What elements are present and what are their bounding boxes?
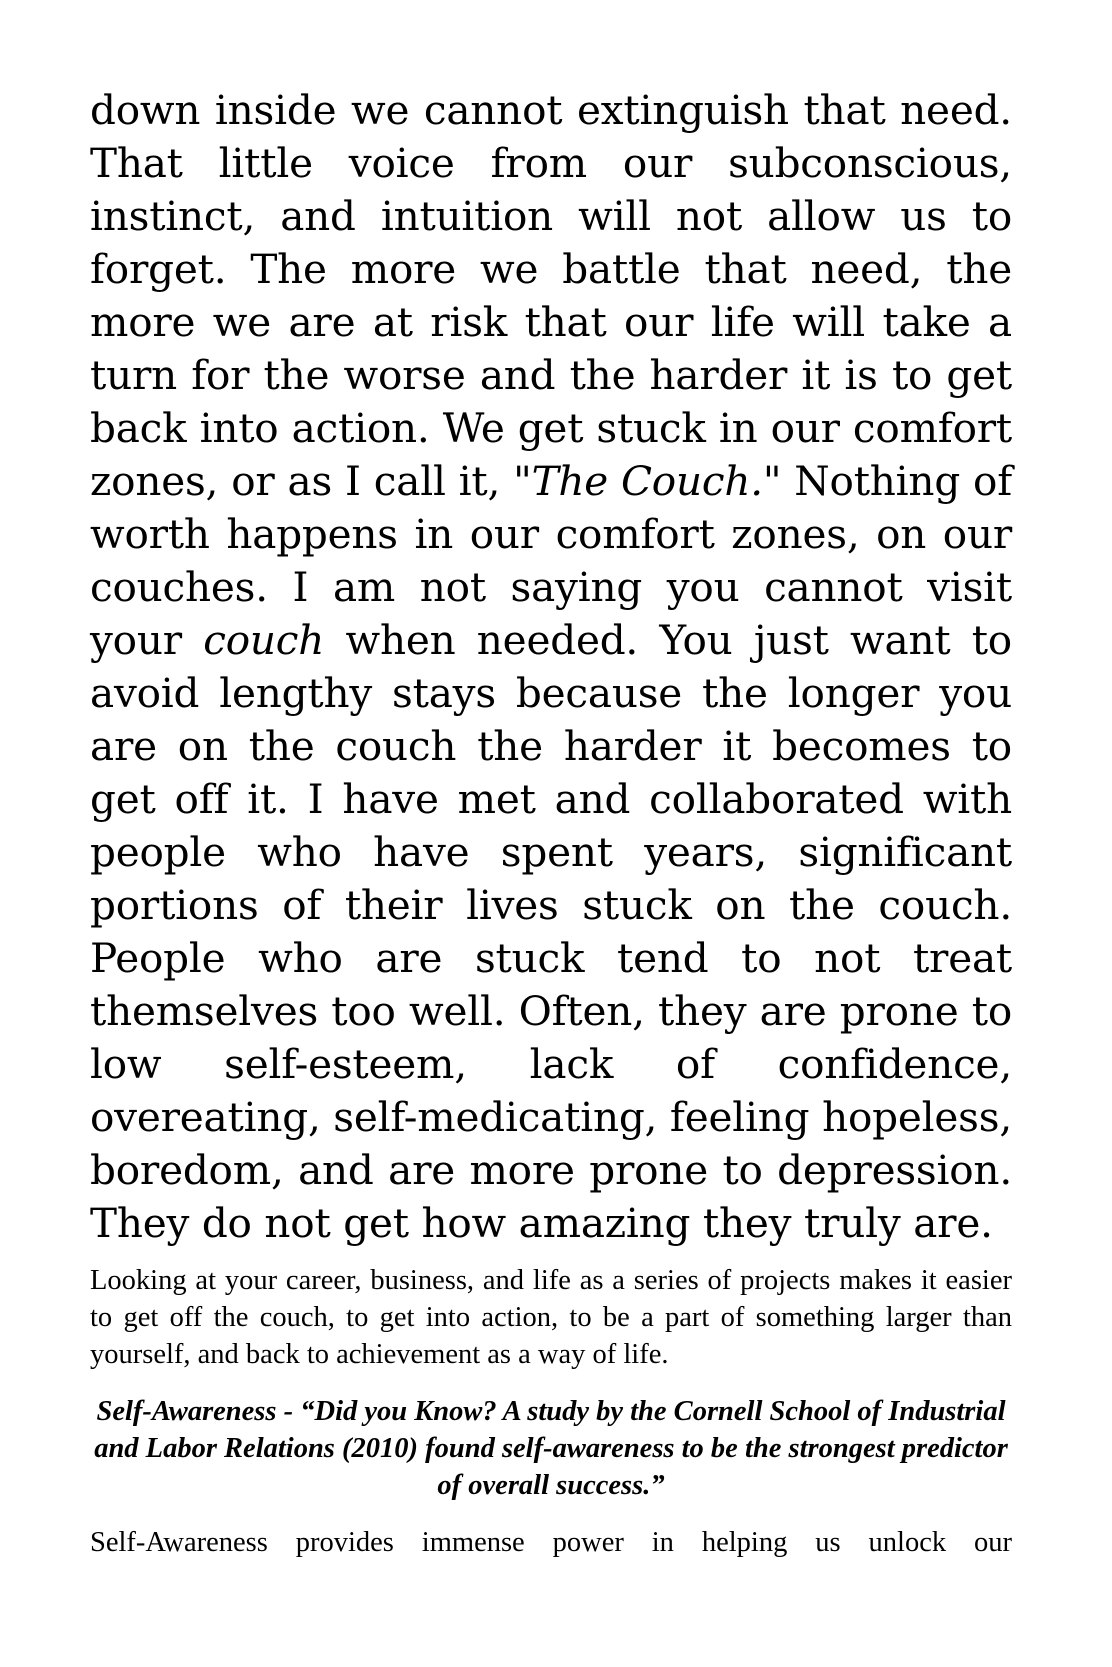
the-couch-emphasis: The Couch. bbox=[531, 457, 763, 505]
projects-paragraph: Looking at your career, business, and life as a series of projects makes it easier to get off the couch, to get into action, to be a part of something larger than yourself, and back to achievement as a way of life. bbox=[90, 1265, 1012, 1370]
main-paragraph bbox=[90, 84, 1012, 1250]
document-page bbox=[90, 84, 1012, 1561]
main-paragraph-part3: when needed. You just want to avoid lengthy stays because the longer you are on the couch the harder it becomes to get off it. I have met and collaborated with people who have spent years, significant portions of their lives stuck on the couch. People who are stuck tend to not treat themselves too well. Often, they are prone to low self-esteem, lack of confidence, overeating, self-medicating, feeling hopeless, boredom, and are more prone to depression. They do not get how amazing they truly are. bbox=[90, 616, 1012, 1247]
couch-emphasis: couch bbox=[203, 616, 325, 664]
did-you-know-callout: Self-Awareness - “Did you Know? A study by the Cornell School of Industrial and Labor Relations (2010) found self-awareness to be the strongest predictor of overall success.” bbox=[94, 1396, 1008, 1501]
main-paragraph-part1: down inside we cannot extinguish that need. That little voice from our subconscious, instinct, and intuition will not allow us to forget. The more we battle that need, the more we are at risk that our life will take a turn for the worse and the harder it is to get back into action. We get stuck in our comfort zones, or as I call it, " bbox=[90, 86, 1012, 505]
self-awareness-paragraph: Self-Awareness provides immense power in helping us unlock our bbox=[90, 1527, 1012, 1558]
main-paragraph-part2: " Nothing of worth happens in our comfort zones, on our couches. I am not saying you cannot visit your bbox=[90, 457, 1012, 664]
